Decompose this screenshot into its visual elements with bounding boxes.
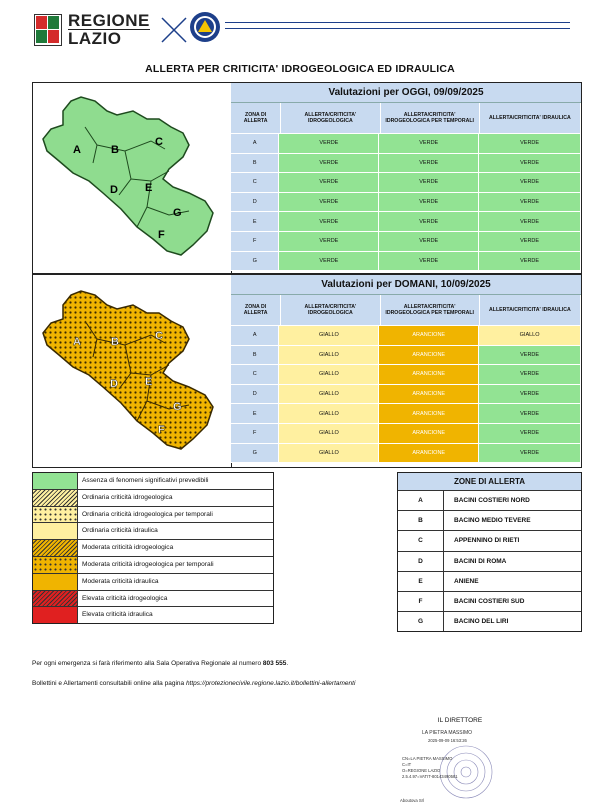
- zone-row: [398, 531, 581, 551]
- document-title: ALLERTA PER CRITICITA' IDROGEOLOGICA ED IDRAULICA: [145, 63, 455, 75]
- region-brand: [68, 12, 150, 47]
- zone-letter: F: [398, 592, 444, 611]
- alert-level-cell: VERDE: [379, 252, 479, 271]
- zone-name: BACINI DI ROMA: [454, 557, 507, 565]
- table-row: [231, 404, 581, 424]
- table-row: [231, 212, 581, 232]
- legend-label: Moderata criticità idrogeologica: [82, 544, 174, 552]
- zone-letter: E: [398, 572, 444, 591]
- alert-level-cell: GIALLO: [279, 326, 379, 345]
- legend-row: [33, 607, 273, 623]
- today-panel: [32, 82, 582, 274]
- legend: [32, 472, 274, 624]
- signature-datetime: 2025-09-09 16:53:26: [428, 738, 467, 743]
- zone-letter: G: [398, 612, 444, 631]
- legend-swatch-red: [33, 607, 78, 623]
- legend-label: Elevata criticità idraulica: [82, 611, 153, 619]
- alert-level-cell: VERDE: [479, 212, 581, 231]
- alert-level-cell: VERDE: [479, 385, 581, 404]
- today-header-row: [231, 103, 581, 134]
- legend-swatch-orange-hatched: [33, 540, 78, 556]
- today-map-label-a: A: [73, 144, 81, 156]
- legend-swatch-orange: [33, 574, 78, 590]
- signature-caption: Aboutova Srl: [400, 798, 424, 803]
- zone-cell: E: [231, 404, 279, 423]
- header-rule-bottom: [225, 28, 570, 29]
- zone-cell: A: [231, 134, 279, 153]
- table-row: [231, 444, 581, 464]
- signature-cn: CN=LA PIETRA MASSIMO: [402, 756, 453, 761]
- zone-row: [398, 592, 581, 612]
- table-row: [231, 252, 581, 272]
- legend-swatch-green: [33, 473, 78, 489]
- header-zone: ZONA DI ALLERTA: [231, 295, 281, 325]
- table-row: [231, 193, 581, 213]
- tomorrow-map-label-d: D: [110, 378, 118, 390]
- zone-cell: G: [231, 444, 279, 463]
- tomorrow-map: [33, 275, 232, 467]
- alert-level-cell: VERDE: [379, 154, 479, 173]
- legend-row: [33, 540, 273, 557]
- alert-level-cell: VERDE: [379, 134, 479, 153]
- zone-name: APPENNINO DI RIETI: [454, 537, 520, 545]
- alert-level-cell: VERDE: [379, 232, 479, 251]
- alert-level-cell: GIALLO: [279, 404, 379, 423]
- zone-name: BACINI COSTIERI NORD: [454, 497, 530, 504]
- alert-level-cell: ARANCIONE: [379, 385, 479, 404]
- alert-level-cell: VERDE: [279, 154, 379, 173]
- alert-level-cell: ARANCIONE: [379, 424, 479, 443]
- alert-level-cell: ARANCIONE: [379, 404, 479, 423]
- zone-row: [398, 511, 581, 531]
- zone-row: [398, 572, 581, 592]
- table-row: [231, 134, 581, 154]
- alert-level-cell: VERDE: [279, 193, 379, 212]
- alert-level-cell: GIALLO: [279, 385, 379, 404]
- alert-level-cell: VERDE: [279, 173, 379, 192]
- legend-row: [33, 473, 273, 490]
- alert-level-cell: VERDE: [279, 252, 379, 271]
- tomorrow-map-region: [43, 291, 213, 449]
- zone-letter: C: [398, 531, 444, 550]
- tomorrow-table: [231, 275, 581, 463]
- header-col1: ALLERTA/CRITICITA' IDROGEOLOGICA: [281, 103, 380, 133]
- alert-level-cell: VERDE: [479, 404, 581, 423]
- tomorrow-map-label-e: E: [145, 376, 153, 388]
- zone-name: ANIENE: [454, 577, 479, 585]
- digital-signature: [400, 728, 530, 806]
- zone-name: BACINO DEL LIRI: [454, 618, 509, 626]
- legend-row: [33, 574, 273, 591]
- director-label: IL DIRETTORE: [437, 717, 483, 724]
- header-col3: ALLERTA/CRITICITA' IDRAULICA: [480, 103, 581, 133]
- emergency-end: .: [286, 660, 289, 667]
- today-map-label-g: G: [173, 207, 182, 219]
- tomorrow-title: Valutazioni per DOMANI, 10/09/2025: [231, 275, 581, 295]
- brand-line-2: LAZIO: [68, 29, 122, 48]
- alert-level-cell: VERDE: [479, 173, 581, 192]
- alert-level-cell: GIALLO: [479, 326, 581, 345]
- bulletins-text: Bollettini e Allertamenti consultabili online alla pagina: [32, 680, 186, 687]
- alert-level-cell: VERDE: [479, 134, 581, 153]
- zone-cell: B: [231, 154, 279, 173]
- emergency-number: 803 555: [262, 660, 287, 667]
- alert-level-cell: VERDE: [379, 212, 479, 231]
- table-row: [231, 232, 581, 252]
- bulletins-note: [32, 680, 355, 687]
- region-coat-of-arms-icon: [34, 14, 62, 46]
- alert-level-cell: VERDE: [279, 212, 379, 231]
- signature-name: LA PIETRA MASSIMO: [422, 730, 473, 736]
- alert-level-cell: ARANCIONE: [379, 326, 479, 345]
- legend-row: [33, 591, 273, 608]
- tomorrow-panel: [32, 274, 582, 468]
- alert-level-cell: VERDE: [379, 193, 479, 212]
- signature-vat: 2.5.4.97=VATIT-80143490581: [402, 774, 458, 779]
- zone-cell: C: [231, 365, 279, 384]
- zone-cell: D: [231, 385, 279, 404]
- zone-cell: B: [231, 346, 279, 365]
- header-col2: ALLERTA/CRITICITA' IDROGEOLOGICA PER TEMPORALI: [381, 103, 480, 133]
- legend-swatch-yellow-hatched: [33, 490, 78, 506]
- alert-level-cell: GIALLO: [279, 444, 379, 463]
- table-row: [231, 346, 581, 366]
- emergency-text: Per ogni emergenza si farà riferimento alla Sala Operativa Regionale al numero: [32, 660, 263, 667]
- legend-row: [33, 523, 273, 540]
- alert-level-cell: VERDE: [279, 134, 379, 153]
- legend-label: Elevata criticità idrogeologica: [82, 594, 168, 602]
- zone-row: [398, 612, 581, 631]
- legend-label: Ordinaria criticità idrogeologica: [82, 493, 173, 501]
- tomorrow-map-label-g: G: [173, 401, 182, 413]
- alert-level-cell: VERDE: [279, 232, 379, 251]
- tomorrow-header-row: [231, 295, 581, 326]
- today-map-label-e: E: [145, 182, 153, 194]
- legend-swatch-yellow-dotted: [33, 507, 78, 523]
- zone-cell: G: [231, 252, 279, 271]
- table-row: [231, 154, 581, 174]
- header-col3: ALLERTA/CRITICITA' IDRAULICA: [480, 295, 581, 325]
- alert-level-cell: VERDE: [479, 193, 581, 212]
- zone-cell: C: [231, 173, 279, 192]
- zone-letter: D: [398, 552, 444, 571]
- zones-table: [397, 472, 582, 632]
- zone-cell: F: [231, 424, 279, 443]
- zone-letter: B: [398, 511, 444, 530]
- table-row: [231, 326, 581, 346]
- zones-title: ZONE DI ALLERTA: [398, 473, 581, 491]
- zone-name: BACINO MEDIO TEVERE: [454, 517, 531, 525]
- alert-level-cell: GIALLO: [279, 365, 379, 384]
- table-row: [231, 173, 581, 193]
- emergency-note: [32, 660, 288, 667]
- today-map-region: [43, 97, 213, 255]
- header-col1: ALLERTA/CRITICITA' IDROGEOLOGICA: [281, 295, 380, 325]
- alert-level-cell: VERDE: [479, 154, 581, 173]
- brand-divider-icon: [160, 14, 188, 44]
- tomorrow-map-label-b: B: [111, 336, 119, 348]
- today-map: [33, 83, 232, 273]
- today-map-label-d: D: [110, 184, 118, 196]
- header: [30, 8, 570, 48]
- alert-level-cell: VERDE: [479, 252, 581, 271]
- zone-letter: A: [398, 491, 444, 510]
- today-table: [231, 83, 581, 271]
- alert-level-cell: ARANCIONE: [379, 346, 479, 365]
- alert-level-cell: GIALLO: [279, 424, 379, 443]
- today-map-label-c: C: [155, 136, 163, 148]
- legend-label: Ordinaria criticità idraulica: [82, 527, 158, 535]
- signature-org: O=REGIONE LAZIO: [402, 768, 441, 773]
- today-map-label-f: F: [158, 229, 165, 241]
- brand-line-1: REGIONE: [68, 11, 150, 30]
- zone-cell: F: [231, 232, 279, 251]
- tomorrow-map-label-f: F: [158, 424, 165, 436]
- today-rows: [231, 134, 581, 271]
- today-title: Valutazioni per OGGI, 09/09/2025: [231, 83, 581, 103]
- legend-swatch-orange-dotted: [33, 557, 78, 573]
- zone-row: [398, 552, 581, 572]
- alert-level-cell: VERDE: [479, 346, 581, 365]
- zone-cell: A: [231, 326, 279, 345]
- legend-row: [33, 507, 273, 524]
- alert-level-cell: VERDE: [479, 232, 581, 251]
- alert-level-cell: VERDE: [479, 424, 581, 443]
- alert-level-cell: ARANCIONE: [379, 365, 479, 384]
- legend-label: Moderata criticità idraulica: [82, 577, 159, 585]
- alert-level-cell: VERDE: [479, 365, 581, 384]
- legend-row: [33, 490, 273, 507]
- zone-cell: E: [231, 212, 279, 231]
- table-row: [231, 385, 581, 405]
- legend-swatch-red-hatched: [33, 591, 78, 607]
- bulletins-link[interactable]: https://protezionecivile.regione.lazio.it/bollettini-allertamenti: [185, 680, 356, 687]
- tomorrow-map-label-c: C: [155, 330, 163, 342]
- legend-label: Ordinaria criticità idrogeologica per temporali: [82, 510, 213, 518]
- signature-country: C=IT: [402, 762, 412, 767]
- civil-protection-logo-icon: [190, 12, 220, 42]
- zone-row: [398, 491, 581, 511]
- legend-label: Moderata criticità idrogeologica per temporali: [82, 560, 214, 568]
- table-row: [231, 424, 581, 444]
- alert-level-cell: GIALLO: [279, 346, 379, 365]
- table-row: [231, 365, 581, 385]
- header-zone: ZONA DI ALLERTA: [231, 103, 281, 133]
- legend-row: [33, 557, 273, 574]
- tomorrow-rows: [231, 326, 581, 463]
- today-map-label-b: B: [111, 144, 119, 156]
- legend-swatch-yellow: [33, 523, 78, 539]
- alert-level-cell: VERDE: [479, 444, 581, 463]
- zone-cell: D: [231, 193, 279, 212]
- legend-label: Assenza di fenomeni significativi prevedibili: [82, 477, 209, 484]
- zone-name: BACINI COSTIERI SUD: [454, 597, 525, 605]
- header-rule-top: [225, 22, 570, 23]
- tomorrow-map-label-a: A: [73, 336, 81, 348]
- alert-level-cell: ARANCIONE: [379, 444, 479, 463]
- alert-level-cell: VERDE: [379, 173, 479, 192]
- header-col2: ALLERTA/CRITICITA' IDROGEOLOGICA PER TEMPORALI: [381, 295, 480, 325]
